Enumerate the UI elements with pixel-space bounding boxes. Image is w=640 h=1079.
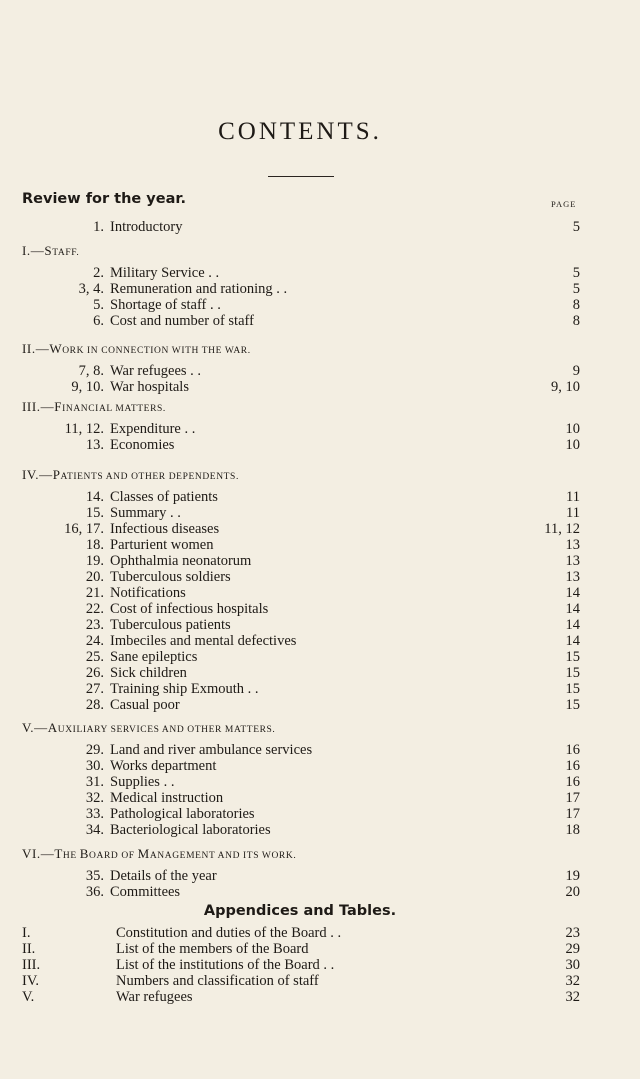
entry-number: 22. (85, 601, 104, 617)
section-rest: TAFF. (52, 248, 80, 258)
section-rest: INANCIAL MATTERS. (62, 404, 166, 414)
section-initial: W (49, 341, 63, 356)
entry-title: Cost and number of staff (110, 313, 254, 329)
entry-page: 10 (565, 437, 580, 453)
entry-number: 32. (85, 790, 104, 806)
section-rest: HE (62, 851, 80, 861)
entry-number: 30. (85, 758, 104, 774)
appendix-roman: II. (22, 941, 36, 957)
entry-number: 5. (93, 297, 104, 313)
section-initial: B (79, 846, 90, 861)
toc-entry (0, 681, 640, 697)
toc-entry (0, 649, 640, 665)
entry-title: Land and river ambulance services (110, 742, 313, 758)
toc-entry (0, 265, 640, 281)
entry-page: 16 (565, 758, 580, 774)
entry-title: Expenditure . . (110, 421, 196, 437)
entry-page: 5 (572, 265, 580, 281)
entry-page: 11 (566, 489, 580, 505)
entry-number: 26. (85, 665, 104, 681)
entry-title: Infectious diseases (110, 521, 220, 537)
entry-page: 13 (565, 569, 580, 585)
appendix-entry (0, 957, 640, 973)
appendix-page: 30 (565, 957, 580, 973)
entry-number: 21. (85, 585, 104, 601)
entry-page: 18 (565, 822, 580, 838)
appendix-title: Constitution and duties of the Board . . (116, 925, 342, 941)
toc-entry (0, 868, 640, 884)
toc-entry (0, 790, 640, 806)
toc-entry (0, 697, 640, 713)
entry-title: Remuneration and rationing . . (110, 281, 288, 297)
toc-entry (0, 379, 640, 395)
toc-entry (0, 822, 640, 838)
entry-number: 24. (85, 633, 104, 649)
entry-title: Sane epileptics (110, 649, 198, 665)
entry-number: 14. (85, 489, 104, 505)
entry-number: 15. (85, 505, 104, 521)
entry-page: 13 (565, 537, 580, 553)
entry-number: 3, 4. (78, 281, 104, 297)
entry-page: 9 (572, 363, 580, 379)
entry-page: 16 (565, 742, 580, 758)
entry-title: Committees (110, 884, 181, 900)
toc-entry (0, 806, 640, 822)
entry-page: 15 (565, 681, 580, 697)
entry-title: Imbeciles and mental defectives (110, 633, 297, 649)
entry-title: Shortage of staff . . (110, 297, 221, 313)
entry-number: 29. (85, 742, 104, 758)
entry-number: 20. (85, 569, 104, 585)
section-roman: I.— (22, 243, 45, 258)
entry-page: 17 (565, 806, 580, 822)
toc-entry (0, 758, 640, 774)
entry-number: 33. (85, 806, 104, 822)
toc-entry (0, 585, 640, 601)
appendix-entry (0, 989, 640, 1005)
toc-entry (0, 521, 640, 537)
entry-page: 10 (565, 421, 580, 437)
entry-number: 7, 8. (78, 363, 104, 379)
toc-entry (0, 219, 640, 235)
section-heading (22, 243, 79, 259)
toc-entry (0, 774, 640, 790)
entry-title: Casual poor (110, 697, 180, 713)
entry-page: 9, 10 (551, 379, 580, 395)
entry-page: 15 (565, 665, 580, 681)
entry-number: 27. (85, 681, 104, 697)
entry-page: 14 (565, 601, 580, 617)
section-heading (22, 720, 275, 736)
toc-entry (0, 601, 640, 617)
entry-title: Classes of patients (110, 489, 218, 505)
entry-page: 14 (565, 617, 580, 633)
entry-title: Details of the year (110, 868, 217, 884)
section-roman: III.— (22, 399, 55, 414)
entry-number: 19. (85, 553, 104, 569)
entry-page: 8 (572, 297, 580, 313)
toc-entry (0, 297, 640, 313)
entry-page: 14 (565, 633, 580, 649)
section-rest: ATIENTS AND OTHER DEPENDENTS. (60, 472, 239, 482)
appendix-page: 32 (565, 973, 580, 989)
appendices-heading: Appendices and Tables. (203, 903, 397, 919)
entry-title: Sick children (110, 665, 187, 681)
section-roman: V.— (22, 720, 48, 735)
section-rest: OARD OF (89, 851, 138, 861)
entry-page: 8 (572, 313, 580, 329)
section-rest: ORK IN CONNECTION WITH THE WAR. (62, 346, 251, 356)
appendix-title: List of the institutions of the Board . . (116, 957, 335, 973)
entry-page: 5 (572, 281, 580, 297)
appendix-entry (0, 941, 640, 957)
section-roman: VI.— (22, 846, 55, 861)
entry-number: 2. (93, 265, 104, 281)
appendix-title: List of the members of the Board (116, 941, 309, 957)
section-roman: II.— (22, 341, 50, 356)
entry-title: Parturient women (110, 537, 214, 553)
appendix-title: War refugees (116, 989, 193, 1005)
entry-title: Training ship Exmouth . . (110, 681, 259, 697)
toc-entry (0, 884, 640, 900)
entry-title: Medical instruction (110, 790, 224, 806)
section-initial: A (47, 720, 58, 735)
entry-page: 15 (565, 697, 580, 713)
entry-page: 11, 12 (544, 521, 580, 537)
appendix-page: 32 (565, 989, 580, 1005)
page-column-label: PAGE (551, 199, 577, 209)
appendix-entry (0, 925, 640, 941)
entry-title: Tuberculous soldiers (110, 569, 231, 585)
entry-page: 16 (565, 774, 580, 790)
entry-title: Summary . . (110, 505, 181, 521)
appendix-roman: IV. (22, 973, 40, 989)
entry-title: Works department (110, 758, 217, 774)
section-initial: P (52, 467, 61, 482)
entry-number: 35. (85, 868, 104, 884)
page-title: CONTENTS. (218, 118, 382, 145)
entry-number: 6. (93, 313, 104, 329)
entry-title: War refugees . . (110, 363, 202, 379)
appendix-roman: V. (22, 989, 35, 1005)
section-rest: UXILIARY SERVICES AND OTHER MATTERS. (57, 725, 276, 735)
appendix-roman: I. (22, 925, 31, 941)
entry-number: 34. (85, 822, 104, 838)
toc-entry (0, 553, 640, 569)
appendix-page: 29 (565, 941, 580, 957)
section-heading (22, 467, 239, 483)
entry-title: Bacteriological laboratories (110, 822, 271, 838)
toc-entry (0, 617, 640, 633)
toc-entry (0, 742, 640, 758)
entry-page: 14 (565, 585, 580, 601)
entry-number: 1. (93, 219, 104, 235)
entry-number: 9, 10. (71, 379, 104, 395)
entry-page: 17 (565, 790, 580, 806)
section-rest: ANAGEMENT AND ITS WORK. (149, 851, 297, 861)
entry-title: Tuberculous patients (110, 617, 231, 633)
entry-number: 28. (85, 697, 104, 713)
entry-title: War hospitals (110, 379, 189, 395)
entry-title: Supplies . . (110, 774, 175, 790)
toc-entry (0, 421, 640, 437)
toc-entry (0, 437, 640, 453)
section-initial: S (44, 243, 53, 258)
toc-entry (0, 665, 640, 681)
entry-number: 31. (85, 774, 104, 790)
entry-title: Ophthalmia neonatorum (110, 553, 252, 569)
toc-entry (0, 313, 640, 329)
toc-entry (0, 505, 640, 521)
appendix-roman: III. (22, 957, 41, 973)
entry-number: 13. (85, 437, 104, 453)
entry-title: Economies (110, 437, 175, 453)
section-initial: M (137, 846, 150, 861)
entry-title: Pathological laboratories (110, 806, 255, 822)
section-initial: T (54, 846, 63, 861)
section-heading (22, 341, 251, 357)
entry-number: 11, 12. (64, 421, 104, 437)
toc-entry (0, 489, 640, 505)
section-heading (22, 399, 166, 415)
entry-title: Introductory (110, 219, 183, 235)
section-roman: IV.— (22, 467, 53, 482)
entry-page: 5 (572, 219, 580, 235)
section-heading (22, 846, 296, 862)
title-rule (268, 176, 334, 177)
entry-page: 19 (565, 868, 580, 884)
entry-page: 11 (566, 505, 580, 521)
review-heading: Review for the year. (22, 191, 186, 207)
entry-number: 18. (85, 537, 104, 553)
appendix-entry (0, 973, 640, 989)
entry-page: 20 (565, 884, 580, 900)
toc-entry (0, 633, 640, 649)
entry-title: Notifications (110, 585, 186, 601)
entry-number: 23. (85, 617, 104, 633)
toc-entry (0, 363, 640, 379)
appendix-page: 23 (565, 925, 580, 941)
section-initial: F (54, 399, 63, 414)
entry-number: 25. (85, 649, 104, 665)
toc-entry (0, 569, 640, 585)
entry-number: 16, 17. (64, 521, 104, 537)
entry-number: 36. (85, 884, 104, 900)
appendix-title: Numbers and classification of staff (116, 973, 319, 989)
entry-title: Cost of infectious hospitals (110, 601, 269, 617)
entry-page: 15 (565, 649, 580, 665)
entry-page: 13 (565, 553, 580, 569)
toc-entry (0, 281, 640, 297)
entry-title: Military Service . . (110, 265, 220, 281)
toc-entry (0, 537, 640, 553)
